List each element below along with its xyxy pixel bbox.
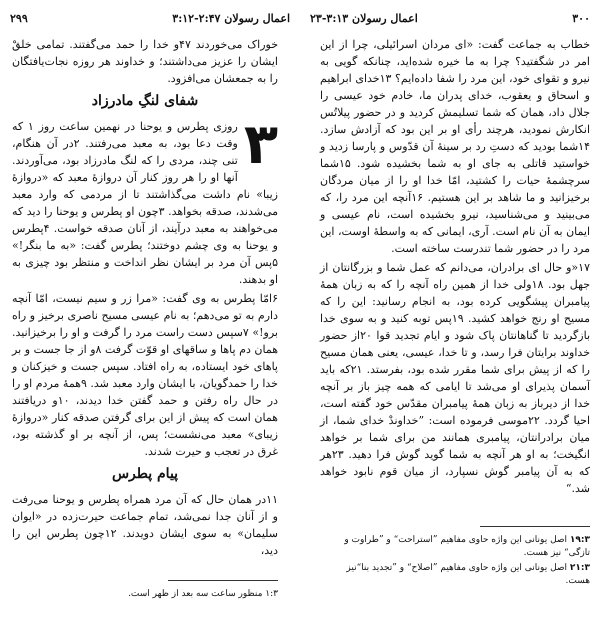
left-page-body (12, 36, 278, 559)
right-page-header (300, 12, 600, 25)
section-heading-peter-message: پیام پطرس (111, 466, 179, 482)
right-footnote-2 (320, 562, 590, 588)
paragraph-speech-1: خطاب به جماعت گفت: «ای مردان اسرائیلی، چرا از این امر در شگفتید؟ چرا به ما خیره شده‌اید، چنانکه گویی به نیرو و تقوای خود، این مرد را شفا داده‌ایم؟ ۱۳خدای ابراهیم و اسحاق و یعقوب، خدای پدران ما، خادم خود عیسی را جلال داد، همان که شما تسلیمش کردید و در حضور پیلاتُس انکارش نمودید، هرچند رأی او بر این بود که آزادش سازد. ۱۴شما بودید که دستِ رد بر سینۀ آن قدّوس و پارسا زدید و خواستید قاتلی به جای او به شما بخشیده شود. ۱۵شما سرچشمۀ حیات را کشتید، امّا خدا او را از میان مردگان برخیزانید و ما شاهد بر این هستیم. ۱۶آنچه این مرد را، که می‌بینید و می‌شناسید، نیرو بخشیده است، نام عیسی و ایمان به آن نام است. آری، ایمانی که به واسطۀ اوست، این مرد را در حضور شما تندرست ساخته است. (320, 38, 590, 255)
footnote-1-text: اصل یونانی این واژه حاوی مفاهیم ”استراحت“ و ”طراوت و تازگی“ نیز هست. (344, 535, 590, 558)
right-page-title: اعمال رسولان ۳:۱۳-۲۳ (310, 12, 418, 25)
right-footnotes (320, 534, 590, 590)
right-page-body (320, 36, 590, 497)
paragraph-healing-2: ۶امّا پطرس به وی گفت: «مرا زر و سیم نیست، امّا آنچه دارم به تو می‌دهم؛ به نام عیسی مسیح ناصری برخیز و راه برو!» ۷سپس دست راست مرد را گرفت و او را برخیزانید. همان دم پاها و ساقهای او قوّت گرفت ۸و از جا جست و بر پاهای خود ایستاده، به راه افتاد. سپس جست و خیزکنان و خدا را حمدگویان، با ایشان وارد معبد شد. ۹همۀ مردم او را در حال راه رفتن و حمد گفتن خدا دیدند، ۱۰و دریافتند همان است که پیش از این برای گرفتن صدقه کنار «دروازۀ زیبای» معبد می‌نشست؛ پس، از آنچه بر او گذشته بود، غرق در تعجب و حیرت شدند. (12, 292, 279, 458)
left-page-title: اعمال رسولان ۲:۴۷-۳:۱۲ (172, 12, 290, 25)
paragraph-healing-1 (12, 112, 279, 288)
left-page-number: ۲۹۹ (10, 12, 28, 25)
paragraph-speech-2: ۱۷«و حال ای برادران، می‌دانم که عمل شما و بزرگانتان از جهل بود. ۱۸ولی خدا از همین راه آنچه را که به زبان همۀ پیامبران پیشگویی کرده بود، به انجام رسانید: این را که مسیح او رنج خواهد کشید. ۱۹پس توبه کنید و به سوی خدا بازگردید تا گناهانتان پاک شود و ایام تجدید قوا ۲۰از حضور خداوند برایتان فرا رسد، و تا خدا، عیسی، یعنی همان مسیح را که از پیش برای شما مقرر شده بود، بفرستد. ۲۱که باید آسمان پذیرای او می‌شد تا ایامی که همه چیز باز بر آنچه خدا از دیرباز به زبان همۀ پیامبران مقدّس خود گفته است، احیا گردد. ۲۲موسی فرموده است: ”خداوندْ خدای شما، از میان برادرانتان، پیامبری همانند من برای شما بر خواهد انگیخت؛ به او هر آنچه به شما گوید گوش فرا دهید. ۲۳هر که به آن پیامبر گوش نسپارد، از میان قوم نابود خواهد شد.“ (320, 261, 591, 495)
left-footnote: ۱:۳ منظور ساعت سه بعد از ظهر است. (128, 589, 278, 599)
paragraph-message-1: ۱۱در همان حال که آن مرد همراه پطرس و یوحنا می‌رفت و از آنان جدا نمی‌شد، تمام جماعت حیرت‌زده در «ایوان سلیمان» به سوی ایشان دویدند. ۱۲چون پطرس این را دید، (12, 493, 278, 557)
intro-paragraph: خوراک می‌خوردند ۴۷و خدا را حمد می‌گفتند. تمامی خلقْ ایشان را عزیز می‌داشتند؛ و خداوند هر روزه نجات‌یافتگان را به جمعشان می‌افزود. (12, 38, 278, 85)
paragraph-healing-1-text: روزی پطرس و یوحنا در نهمین ساعت روز ۱ که وقت دعا بود، به معبد می‌رفتند. ۲در آن هنگام، تنی چند، مردی را که لنگ مادرزاد بود، می‌آوردند. آنها او را هر روز کنار آن دروازۀ معبد که «دروازۀ زیبا» نام داشت می‌گذاشتند تا از مردمی که وارد معبد می‌شدند، صدقه بخواهد. ۳چون او پطرس و یوحنا را دید که می‌خواهند به معبد درآیند، از آنان صدقه خواست. ۴پطرس و یوحنا به وی چشم دوختند؛ پطرس گفت: «به ما بنگر!» ۵پس آن مرد بر ایشان نظر انداخت و منتظر بود چیزی به او بدهند. (12, 120, 279, 286)
left-footnote-rule (168, 580, 278, 581)
right-footnote-1 (320, 534, 590, 560)
footnote-2-text: اصل یونانی این واژه حاوی مفاهیم ”اصلاح“ و ”تجدید بنا“نیز هست. (346, 563, 590, 586)
right-footnote-rule (480, 526, 590, 527)
right-page-number: ۳۰۰ (572, 12, 590, 25)
chapter-dropcap: ۳ (243, 112, 278, 177)
right-page (300, 0, 600, 626)
footnote-2-ref: ۲۱:۳ (569, 563, 590, 573)
section-heading-healing: شفای لنگِ مادرزاد (91, 93, 199, 109)
left-page-header (0, 12, 300, 25)
footnote-1-ref: ۱۹:۳ (569, 535, 590, 545)
left-footnotes (30, 588, 278, 603)
